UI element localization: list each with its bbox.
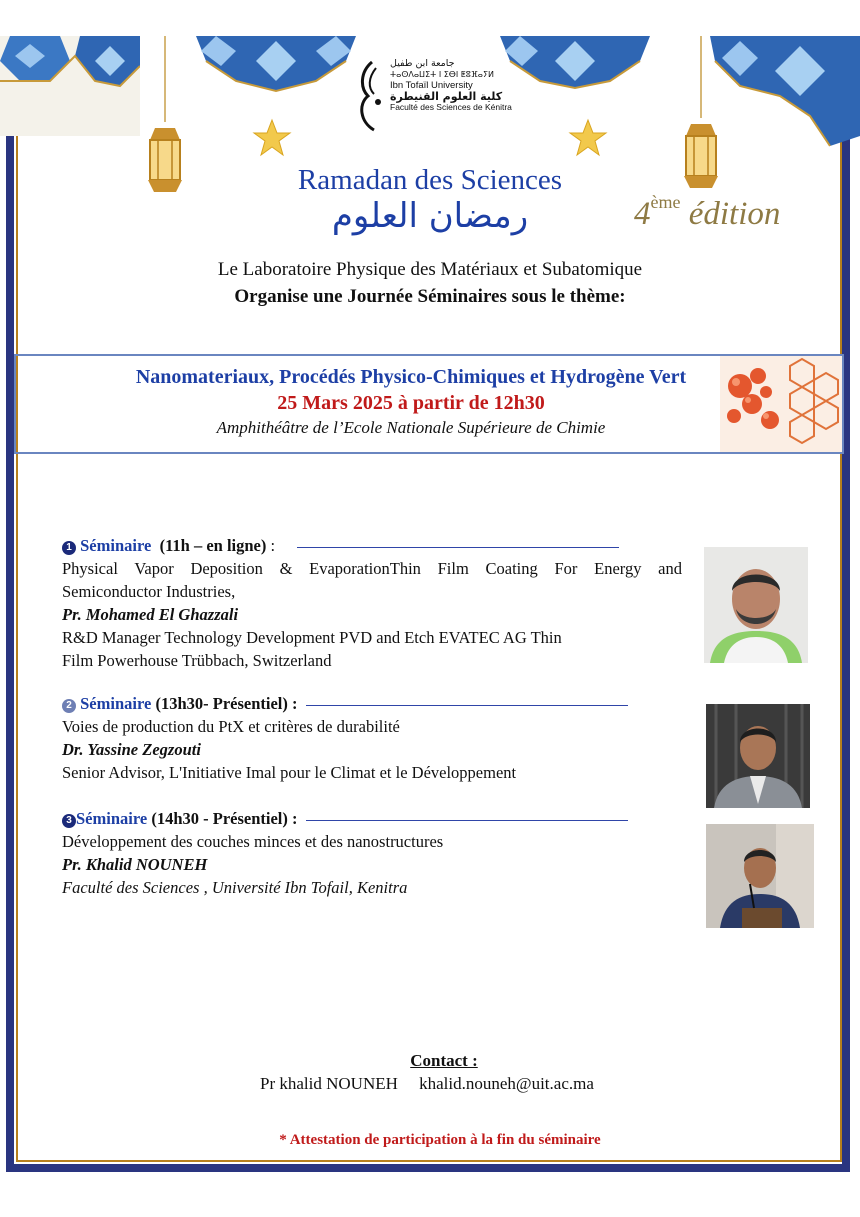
- logo-university-name: Ibn Tofaïl University: [390, 80, 473, 91]
- contact-line: [260, 1074, 594, 1094]
- seminar-topic: Développement des couches minces et des nanostructures: [62, 832, 444, 851]
- star-icon: [568, 118, 608, 158]
- seminar-affiliation-line1: R&D Manager Technology Development PVD and Etch EVATEC AG Thin: [62, 628, 562, 647]
- edition-suffix: ème: [650, 192, 681, 212]
- seminar-affiliation-line2: Film Powerhouse Trübbach, Switzerland: [62, 651, 332, 670]
- divider-line: [297, 547, 619, 548]
- islamic-tile-left: [0, 36, 140, 136]
- seminar-3: [62, 807, 682, 899]
- seminar-affiliation: Senior Advisor, L'Initiative Imal pour le Climat et le Développement: [62, 763, 517, 782]
- seminar-time: (11h – en ligne): [159, 536, 267, 555]
- seminar-colon: :: [266, 536, 276, 555]
- seminar-label: Séminaire: [80, 694, 152, 713]
- seminar-affiliation: Faculté des Sciences , Université Ibn Tofail, Kenitra: [62, 878, 408, 897]
- seminar-topic: Voies de production du PtX et critères de durabilité: [62, 717, 400, 736]
- seminar-number-badge: 2: [62, 699, 76, 713]
- organizer-lab: Le Laboratoire Physique des Matériaux et Subatomique: [217, 259, 643, 280]
- seminar-1: [62, 534, 682, 672]
- university-emblem-icon: [354, 58, 386, 134]
- divider-line: [306, 705, 628, 706]
- star-icon: [252, 118, 292, 158]
- seminar-label: Séminaire: [80, 536, 152, 555]
- seminar-speaker: Pr. Khalid NOUNEH: [62, 855, 208, 874]
- nanostructure-image: [720, 356, 842, 452]
- edition-label: [634, 192, 781, 233]
- theme-title: Nanomateriaux, Procédés Physico-Chimiques et Hydrogène Vert: [135, 366, 687, 388]
- contact-name: Pr khalid NOUNEH: [260, 1074, 398, 1093]
- seminar-topic-line2: Semiconductor Industries,: [62, 582, 236, 601]
- seminar-number-badge: 1: [62, 541, 76, 555]
- seminar-speaker: Dr. Yassine Zegzouti: [62, 740, 201, 759]
- event-title-arabic: رمضان العلوم: [331, 196, 529, 236]
- speaker-photo-3: [706, 824, 814, 928]
- contact-heading: Contact :: [410, 1051, 478, 1070]
- logo-arabic-faculty: كلية العلوم القنيطرة: [390, 90, 503, 103]
- seminar-number-badge: 3: [62, 814, 76, 828]
- edition-word: édition: [688, 196, 781, 232]
- attestation-note: * Attestation de participation à la fin du séminaire: [279, 1132, 601, 1148]
- edition-number: 4: [634, 196, 651, 232]
- event-title: Ramadan des Sciences: [297, 164, 563, 196]
- organise-line: Organise une Journée Séminaires sous le thème:: [234, 286, 626, 307]
- speaker-photo-2: [706, 704, 810, 808]
- seminar-topic-line1: Physical Vapor Deposition & EvaporationThin Film Coating For Energy and: [62, 559, 682, 578]
- logo-faculty-name: Faculté des Sciences de Kénitra: [390, 102, 512, 112]
- seminar-label: Séminaire: [76, 809, 148, 828]
- seminar-time: (14h30 - Présentiel) :: [151, 809, 298, 828]
- contact-email[interactable]: khalid.nouneh@uit.ac.ma: [419, 1074, 594, 1093]
- speaker-photo-1: [704, 547, 808, 663]
- university-logo: [354, 58, 512, 138]
- seminar-2: [62, 692, 682, 784]
- seminar-time: (13h30- Présentiel) :: [155, 694, 298, 713]
- seminar-speaker: Pr. Mohamed El Ghazzali: [62, 605, 239, 624]
- theme-venue: Amphithéâtre de l’Ecole Nationale Supérieure de Chimie: [216, 418, 606, 437]
- islamic-tile-right: [710, 36, 860, 156]
- logo-tifinagh: ⵜⴰⵙⴷⴰⵡⵉⵜ ⵏ ⵉⴱⵏ ⵟⵓⴼⴰⵢⵍ: [390, 70, 495, 79]
- logo-arabic-university: جامعة ابن طفيل: [390, 58, 455, 69]
- divider-line: [306, 820, 628, 821]
- theme-date: 25 Mars 2025 à partir de 12h30: [277, 392, 545, 414]
